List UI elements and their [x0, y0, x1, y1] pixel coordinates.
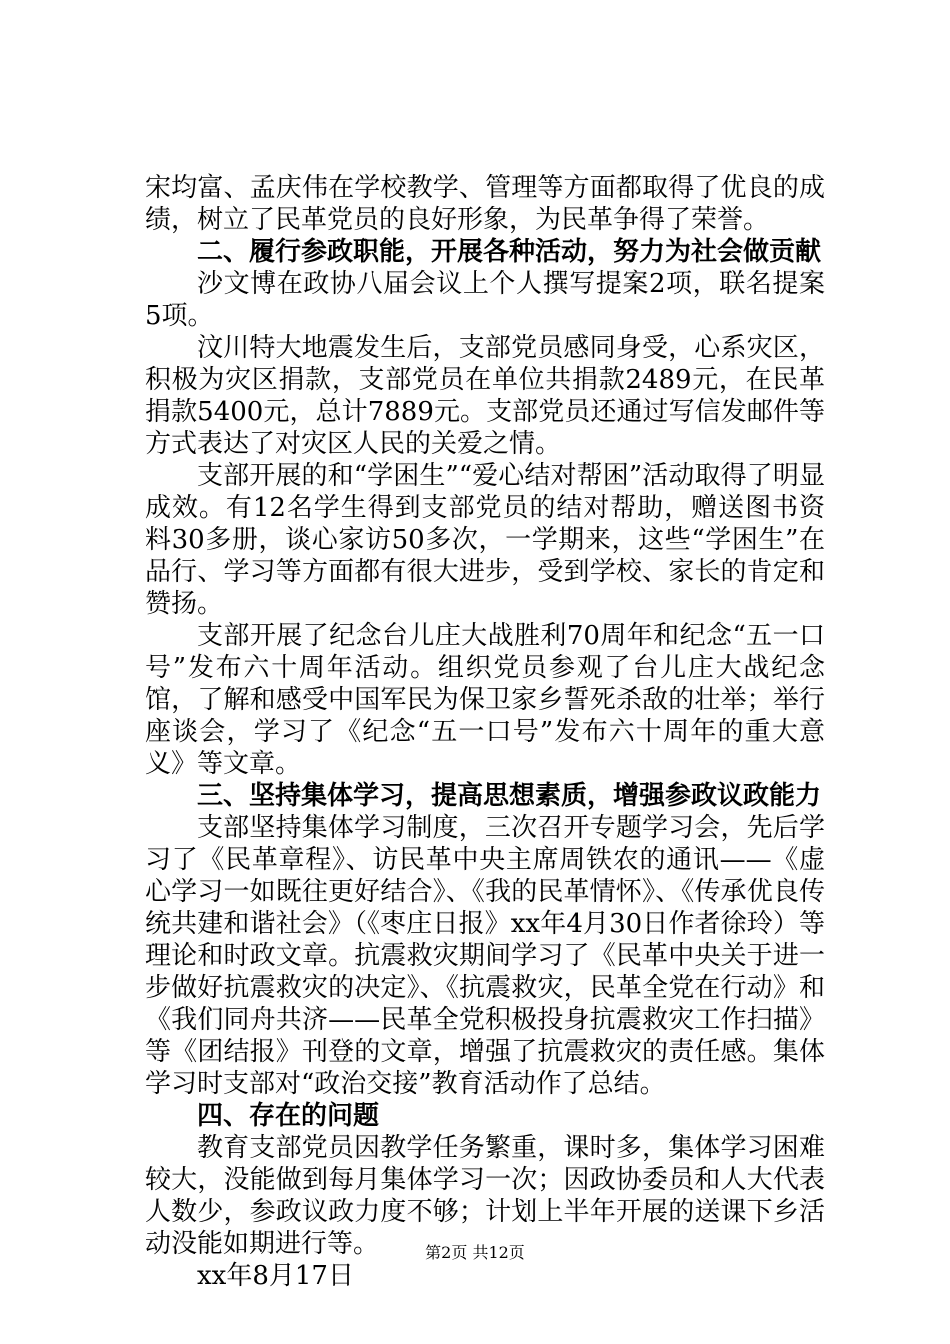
paragraph-proposals: 沙文博在政协八届会议上个人撰写提案2项，联名提案5项。: [145, 269, 825, 331]
paragraph-date: xx年8月17日: [197, 1261, 354, 1291]
section-heading-4: 四、存在的问题: [197, 1101, 380, 1131]
paragraph-study: 支部坚持集体学习制度，三次召开专题学习会，先后学习了《民革章程》、访民革中央主席周铁农的通讯——《虚心学习一如既往更好结合》、《我的民革情怀》、《传承优良传统共建和谐社会》（《枣庄日报》xx年4月30日作者徐玲）等理论和时政文章。抗震救灾期间学习了《民革中央关于进一步做好抗震救灾的决定》、《抗震救灾，民革全党在行动》和《我们同舟共济——民革全党积极投身抗震救灾工作扫描》等《团结报》刊登的文章，增强了抗震救灾的责任感。集体学习时支部对“政治交接”教育活动作了总结。: [145, 813, 825, 1099]
paragraph-student-help: 支部开展的和“学困生”“爱心结对帮困”活动取得了明显成效。有12名学生得到支部党员的结对帮助，赠送图书资料30多册，谈心家访50多次，一学期来，这些“学困生”在品行、学习等方面都有很大进步，受到学校、家长的肯定和赞扬。: [145, 461, 825, 619]
section-heading-3: 三、坚持集体学习，提高思想素质，增强参政议政能力: [197, 781, 822, 811]
paragraph-intro: 宋均富、孟庆伟在学校教学、管理等方面都取得了优良的成绩，树立了民革党员的良好形象，为民革争得了荣誉。: [145, 173, 825, 235]
section-heading-2: 二、履行参政职能，开展各种活动，努力为社会做贡献: [197, 237, 822, 267]
document-body: [145, 172, 825, 1292]
paragraph-problems: 教育支部党员因教学任务繁重，课时多，集体学习困难较大，没能做到每月集体学习一次；因政协委员和人大代表人数少，参政议政力度不够；计划上半年开展的送课下乡活动没能如期进行等。: [145, 1133, 825, 1259]
page-footer: 第2页 共12页: [425, 1243, 525, 1262]
paragraph-donations: 汶川特大地震发生后，支部党员感同身受，心系灾区，积极为灾区捐款，支部党员在单位共捐款2489元，在民革捐款5400元，总计7889元。支部党员还通过写信发邮件等方式表达了对灾区人民的关爱之情。: [145, 333, 825, 459]
paragraph-commemoration: 支部开展了纪念台儿庄大战胜利70周年和纪念“五一口号”发布六十周年活动。组织党员参观了台儿庄大战纪念馆，了解和感受中国军民为保卫家乡誓死杀敌的壮举；举行座谈会，学习了《纪念“五一口号”发布六十周年的重大意义》等文章。: [145, 621, 825, 779]
